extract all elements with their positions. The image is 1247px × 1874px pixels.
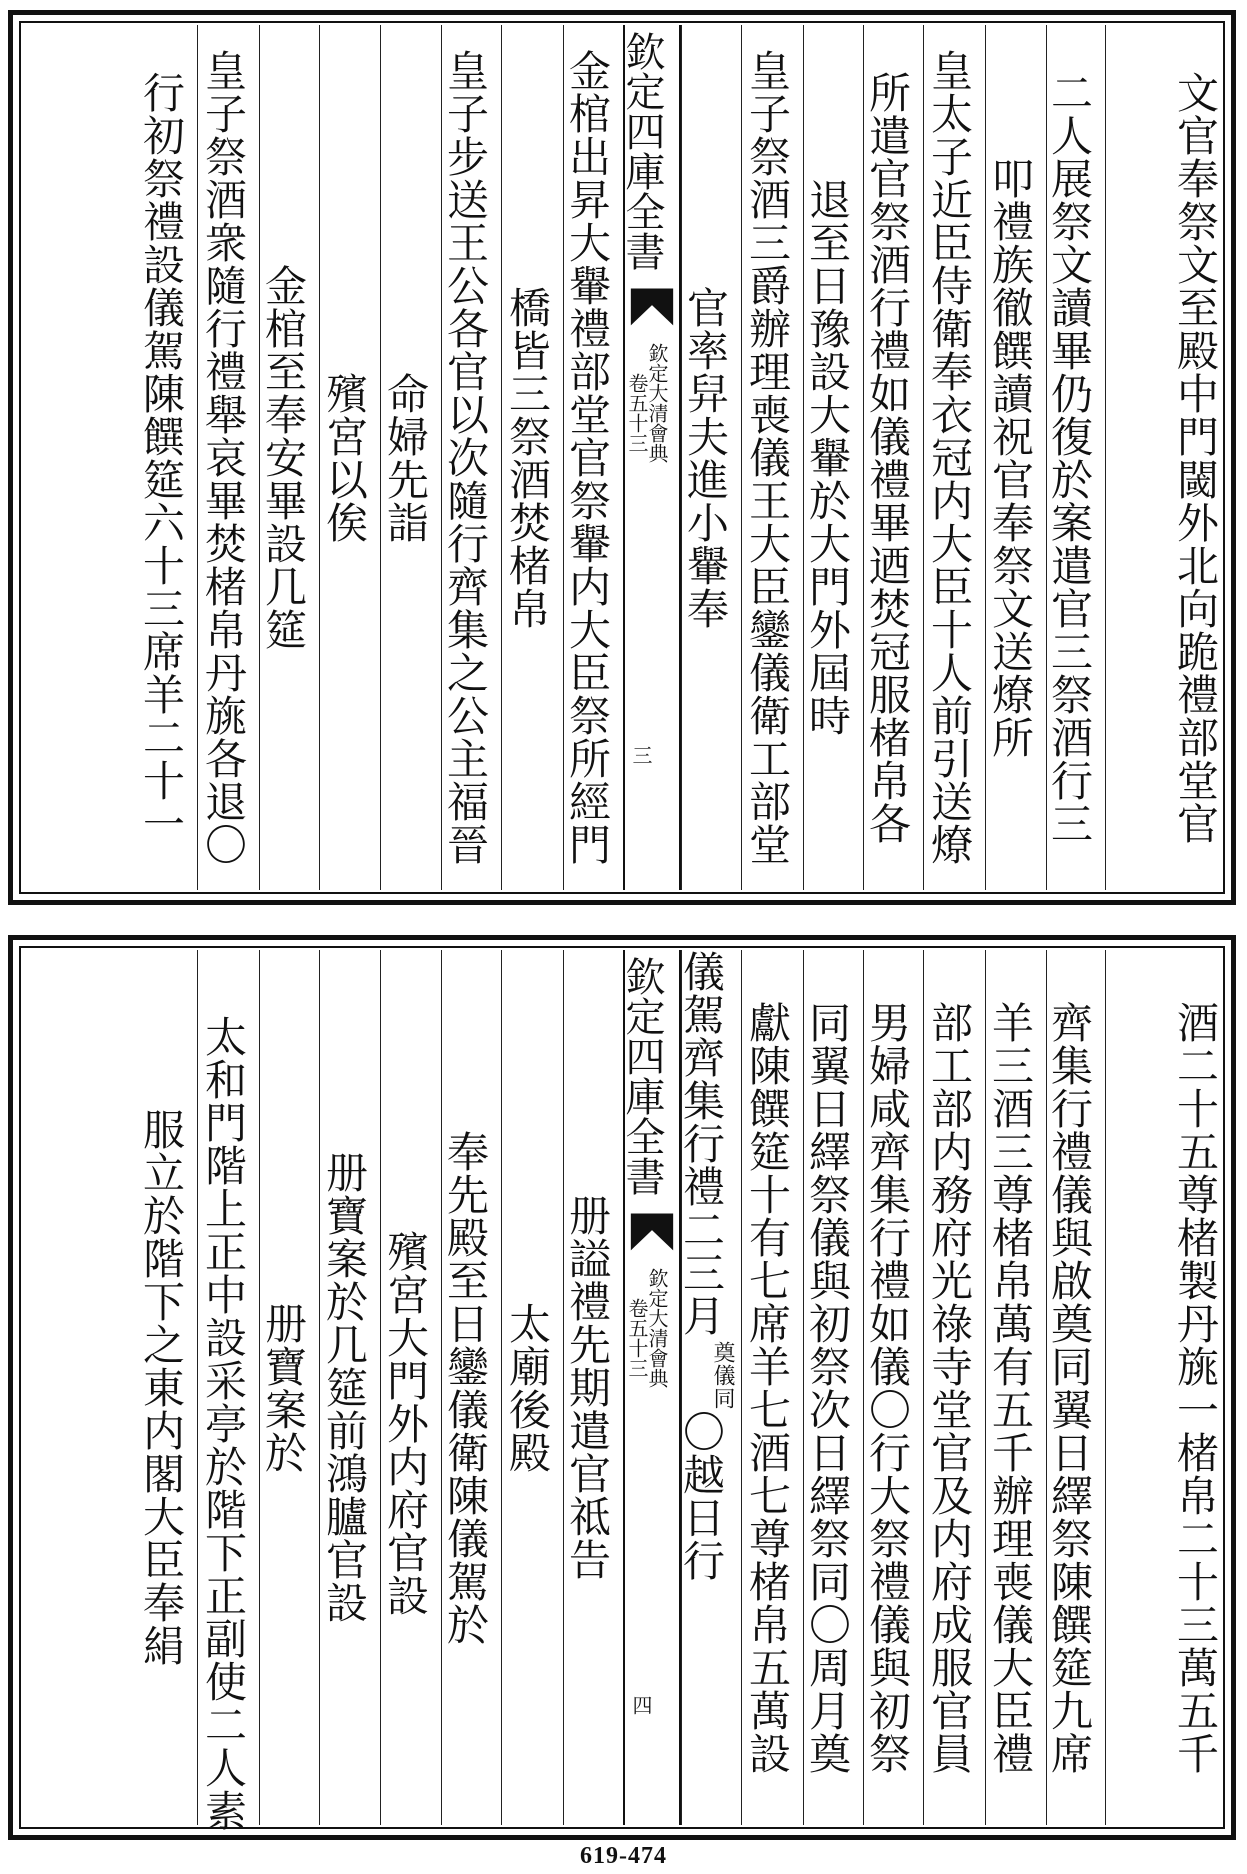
sub-title: 欽定大清會典 xyxy=(645,343,669,463)
volume-label: 卷五十三 xyxy=(625,373,649,453)
column-text: 酒二十五尊楮製丹旐一楮帛二十三萬五千 xyxy=(1171,1000,1220,1775)
text-column xyxy=(319,950,380,1825)
text-column xyxy=(1105,25,1231,890)
column-text: 羊三酒三尊楮帛萬有五千辦理喪儀大臣禮 xyxy=(986,1000,1035,1775)
text-column xyxy=(380,25,441,890)
fish-tail-mark-icon xyxy=(629,1208,675,1254)
column-text: 册寶案於几筵前鴻臚官設 xyxy=(320,1151,369,1624)
fish-tail-mark-icon xyxy=(629,283,675,329)
text-column xyxy=(380,950,441,1825)
column-text: 所遣官祭酒行禮如儀禮畢迺焚冠服楮帛各 xyxy=(863,70,912,845)
column-text: 行初祭禮設儀駕陳饌筵六十三席羊二十一 xyxy=(137,70,186,845)
column-text: 册謚禮先期遣官祗告 xyxy=(563,1194,612,1581)
text-column xyxy=(319,25,380,890)
text-column xyxy=(197,25,259,890)
column-text-tail: 〇越日行 xyxy=(677,1410,726,1582)
page-id-footer: 619-474 xyxy=(580,1843,667,1869)
text-column xyxy=(863,950,923,1825)
column-text: 皇子步送王公各官以次隨行齊集之公主福晉 xyxy=(441,49,490,866)
text-column xyxy=(985,950,1046,1825)
text-column xyxy=(681,25,741,890)
column-text: 叩禮族徹饌讀祝官奉祭文送燎所 xyxy=(986,156,1035,759)
page-header-strip xyxy=(619,950,681,1825)
column-text-main: 儀駕齊集行禮二三月 xyxy=(677,950,726,1337)
text-column xyxy=(863,25,923,890)
text-column xyxy=(741,25,803,890)
column-text: 金棺至奉安畢設几筵 xyxy=(259,264,308,651)
top-page-body xyxy=(23,25,1221,890)
bottom-page-panel xyxy=(8,935,1236,1840)
page-number: 三 xyxy=(629,745,653,765)
column-text: 金棺出昇大轝禮部堂官祭轝内大臣祭所經門 xyxy=(563,49,612,866)
text-column xyxy=(1046,950,1105,1825)
column-text: 齊集行禮儀與啟奠同翼日繹祭陳饌筵九席 xyxy=(1045,1000,1094,1775)
column-text: 殯宮以俟 xyxy=(320,371,369,544)
text-column xyxy=(23,950,197,1825)
interlinear-note: 奠儀同 xyxy=(710,1341,735,1410)
column-text: 官率舁夫進小轝奉 xyxy=(681,285,730,630)
column-text: 册寶案於 xyxy=(259,1301,308,1474)
text-column xyxy=(259,950,319,1825)
text-column xyxy=(985,25,1046,890)
column-text xyxy=(677,950,741,1825)
column-text: 男婦咸齊集行禮如儀〇行大祭禮儀與初祭 xyxy=(863,1000,912,1775)
volume-label: 卷五十三 xyxy=(625,1298,649,1378)
top-page-panel xyxy=(8,10,1236,905)
text-column xyxy=(741,950,803,1825)
text-column xyxy=(441,950,501,1825)
sub-title: 欽定大清會典 xyxy=(645,1268,669,1388)
column-text: 皇太子近臣侍衛奉衣冠内大臣十人前引送燎 xyxy=(925,49,974,866)
column-text: 同翼日繹祭儀與初祭次日繹祭同〇周月奠 xyxy=(803,1000,852,1775)
text-column xyxy=(923,25,985,890)
book-title: 欽定四庫全書 xyxy=(619,31,665,271)
page-header-strip xyxy=(619,25,681,890)
text-column xyxy=(1105,950,1231,1825)
column-text: 皇子祭酒衆隨行禮舉哀畢焚楮帛丹旐各退〇 xyxy=(199,49,248,866)
page-number: 四 xyxy=(629,1695,653,1715)
column-text: 文官奉祭文至殿中門閾外北向跪禮部堂官 xyxy=(1171,70,1220,845)
column-text: 二人展祭文讀畢仍復於案遣官三祭酒行三 xyxy=(1045,70,1094,845)
text-column xyxy=(563,25,623,890)
text-column xyxy=(803,25,863,890)
text-column xyxy=(677,950,741,1825)
text-column xyxy=(501,25,563,890)
text-column xyxy=(441,25,501,890)
book-title: 欽定四庫全書 xyxy=(619,956,665,1196)
text-column xyxy=(803,950,863,1825)
bottom-page-body xyxy=(23,950,1221,1832)
column-text: 太和門階上正中設采亭於階下正副使二人素 xyxy=(199,1015,248,1832)
column-text: 退至日豫設大轝於大門外屆時 xyxy=(803,178,852,737)
text-column xyxy=(923,950,985,1825)
column-text: 皇子祭酒三爵辦理喪儀王大臣鑾儀衛工部堂 xyxy=(743,49,792,866)
column-text: 殯宮大門外内府官設 xyxy=(381,1230,430,1617)
text-column xyxy=(563,950,623,1825)
column-text: 太廟後殿 xyxy=(503,1301,552,1474)
column-text: 部工部内務府光祿寺堂官及内府成服官員 xyxy=(925,1000,974,1775)
column-text: 橋皆三祭酒焚楮帛 xyxy=(503,285,552,630)
text-column xyxy=(197,950,259,1832)
text-column xyxy=(23,25,197,890)
column-text: 奉先殿至日鑾儀衛陳儀駕於 xyxy=(441,1129,490,1646)
text-column xyxy=(259,25,319,890)
text-column xyxy=(501,950,563,1825)
text-column xyxy=(1046,25,1105,890)
column-text: 服立於階下之東内閣大臣奉絹 xyxy=(137,1108,186,1667)
column-text: 命婦先詣 xyxy=(381,371,430,544)
column-text: 獻陳饌筵十有七席羊七酒七尊楮帛五萬設 xyxy=(743,1000,792,1775)
